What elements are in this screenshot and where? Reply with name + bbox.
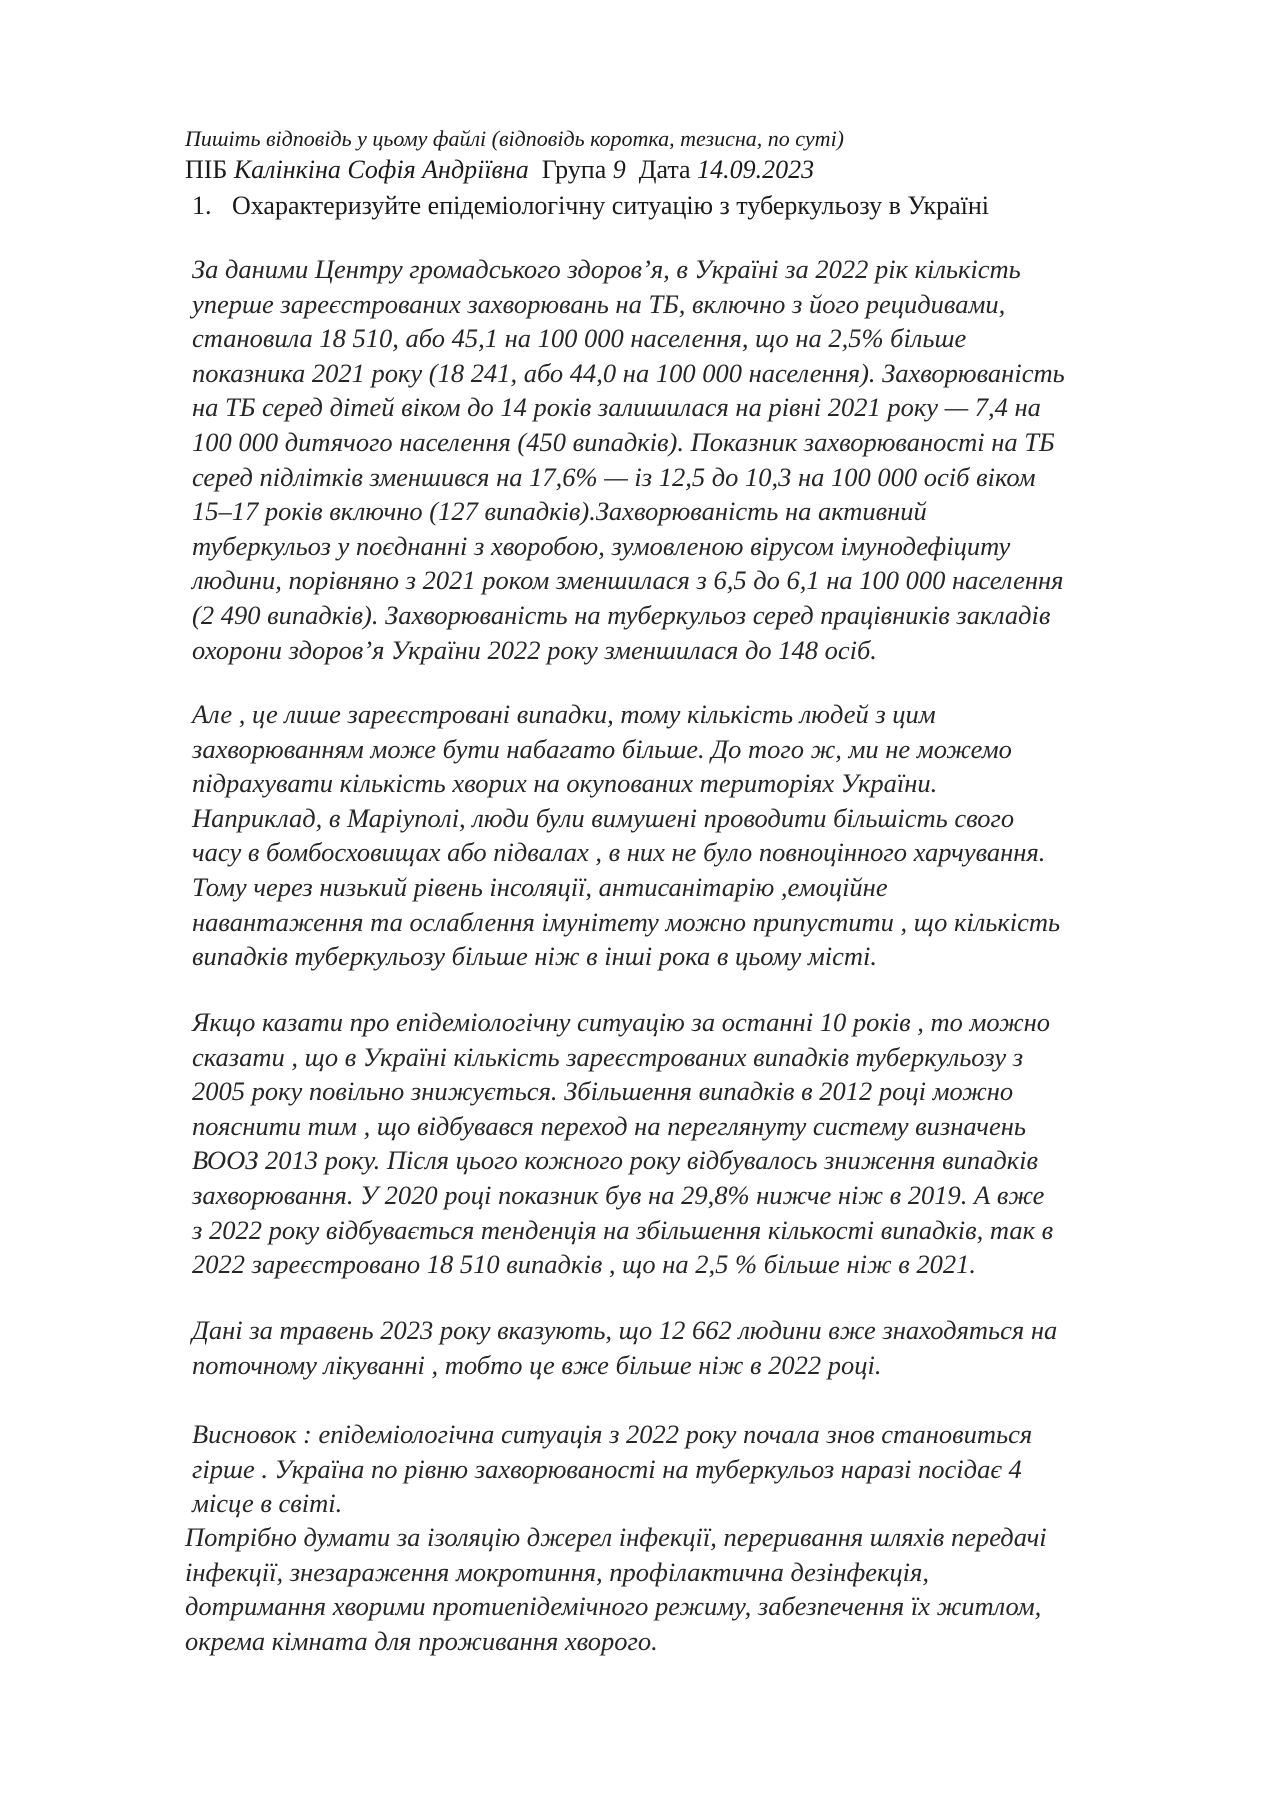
paragraph-line: За даними Центру громадського здоров’я, в Україні за 2022 рік кількість — [192, 254, 1021, 284]
instruction-text: Пишіть відповідь у цьому файлі (відповідь коротка, тезисна, по суті) — [185, 126, 845, 151]
question-text: Охарактеризуйте епідеміологічну ситуацію з туберкульозу в Україні — [232, 191, 990, 220]
paragraph-line: інфекції, знезараження мокротиння, профілактична дезінфекція, — [185, 1556, 929, 1587]
date-label: Дата — [638, 155, 691, 184]
paragraph-line: Дані за травень 2023 року вказують, що 12 662 людини вже знаходяться на — [192, 1315, 1058, 1345]
paragraph-line: охорони здоров’я України 2022 року зменшилася до 148 осіб. — [192, 634, 877, 665]
paragraph-line: туберкульоз у поєднанні з хворобою, зумовленою вірусом імунодефіциту — [192, 530, 1011, 561]
paragraph-line: становила 18 510, або 45,1 на 100 000 населення, що на 2,5% більше — [192, 323, 967, 354]
paragraph-line: Тому через низький рівень інсоляції, антисанітарію ,емоційне — [192, 871, 888, 902]
paragraph-line: з 2022 року відбувається тенденція на збільшення кількості випадків, так в — [192, 1214, 1054, 1245]
paragraph-line: 15–17 років включно (127 випадків).Захворюваність на активний — [192, 496, 927, 527]
paragraph-line: випадків туберкульозу більше ніж в інші рока в цьому місті. — [192, 941, 877, 972]
recommendation-paragraph — [185, 1520, 1195, 1658]
question-heading — [192, 189, 1192, 223]
paragraph-line: 100 000 дитячого населення (450 випадків). Показник захворюваності на ТБ — [192, 426, 1055, 457]
question-number: 1. — [192, 191, 212, 220]
answer-paragraph — [192, 252, 1202, 667]
paragraph-line: часу в бомбосховищах або підвалах , в них не було повноцінного харчування. — [192, 837, 1046, 868]
paragraph-line: показника 2021 року (18 241, або 44,0 на 100 000 населення). Захворюваність — [192, 357, 1065, 388]
paragraph-line: людини, порівняно з 2021 роком зменшилася з 6,5 до 6,1 на 100 000 населення — [192, 565, 1064, 596]
paragraph-line: гірше . Україна по рівню захворюваності на туберкульоз наразі посідає 4 — [192, 1453, 1022, 1484]
paragraph-line: уперше зареєстрованих захворювань на ТБ, включно з його рецидивами, — [192, 288, 1006, 319]
paragraph-line: окрема кімната для проживання хворого. — [185, 1625, 658, 1656]
paragraph-line: місце в світі. — [192, 1488, 343, 1519]
conclusion-paragraph — [192, 1417, 1202, 1521]
paragraph-line: Висновок : епідеміологічна ситуація з 2022 року почала знов становиться — [192, 1419, 1033, 1449]
paragraph-line: пояснити тим , що відбувався переход на переглянуту систему визначень — [192, 1110, 1026, 1141]
name-label: ПІБ — [185, 155, 228, 184]
answer-paragraph — [192, 1313, 1202, 1382]
paragraph-line: ВООЗ 2013 року. Після цього кожного року відбувалось зниження випадків — [192, 1145, 1038, 1176]
paragraph-line: 2022 зареєстровано 18 510 випадків , що на 2,5 % більше ніж в 2021. — [192, 1249, 976, 1280]
paragraph-line: сказати , що в Україні кількість зареєстрованих випадків туберкульозу з — [192, 1041, 1024, 1072]
paragraph-line: захворюванням може бути набагато більше. До того ж, ми не можемо — [192, 733, 1012, 764]
group-label: Група — [541, 155, 607, 184]
paragraph-line: серед підлітків зменшився на 17,6% — із 12,5 до 10,3 на 100 000 осіб віком — [192, 461, 1036, 492]
paragraph-line: (2 490 випадків). Захворюваність на туберкульоз серед працівників закладів — [192, 599, 1051, 630]
date-value: 14.09.2023 — [697, 155, 815, 184]
student-header — [185, 153, 1185, 187]
paragraph-line: поточному лікуванні , тобто це вже більше ніж в 2022 році. — [192, 1349, 882, 1380]
paragraph-line: на ТБ серед дітей віком до 14 років залишилася на рівні 2021 року — 7,4 на — [192, 392, 1041, 423]
paragraph-line: дотримання хворими протиепідемічного режиму, забезпечення їх житлом, — [185, 1591, 1042, 1622]
paragraph-line: 2005 року повільно знижується. Збільшення випадків в 2012 році можно — [192, 1076, 1014, 1107]
paragraph-line: Потрібно думати за ізоляцію джерел інфекції, переривання шляхів передачі — [185, 1522, 1047, 1552]
paragraph-line: Але , це лише зареєстровані випадки, тому кількість людей з цим — [192, 699, 936, 729]
paragraph-line: Наприклад, в Маріуполі, люди були вимушені проводити більшість свого — [192, 802, 1015, 833]
paragraph-line: навантаження та ослаблення імунітету можно припустити , що кількість — [192, 906, 1061, 937]
group-value: 9 — [612, 155, 626, 184]
answer-paragraph — [192, 1005, 1202, 1282]
name-value: Калінкіна Софія Андріївна — [233, 155, 529, 184]
paragraph-line: підрахувати кількість хворих на окупованих територіях України. — [192, 768, 938, 799]
answer-paragraph — [192, 697, 1202, 974]
paragraph-line: захворювання. У 2020 році показник був на 29,8% нижче ніж в 2019. А вже — [192, 1179, 1045, 1210]
paragraph-line: Якщо казати про епідеміологічну ситуацію за останні 10 років , то можно — [192, 1007, 1051, 1037]
